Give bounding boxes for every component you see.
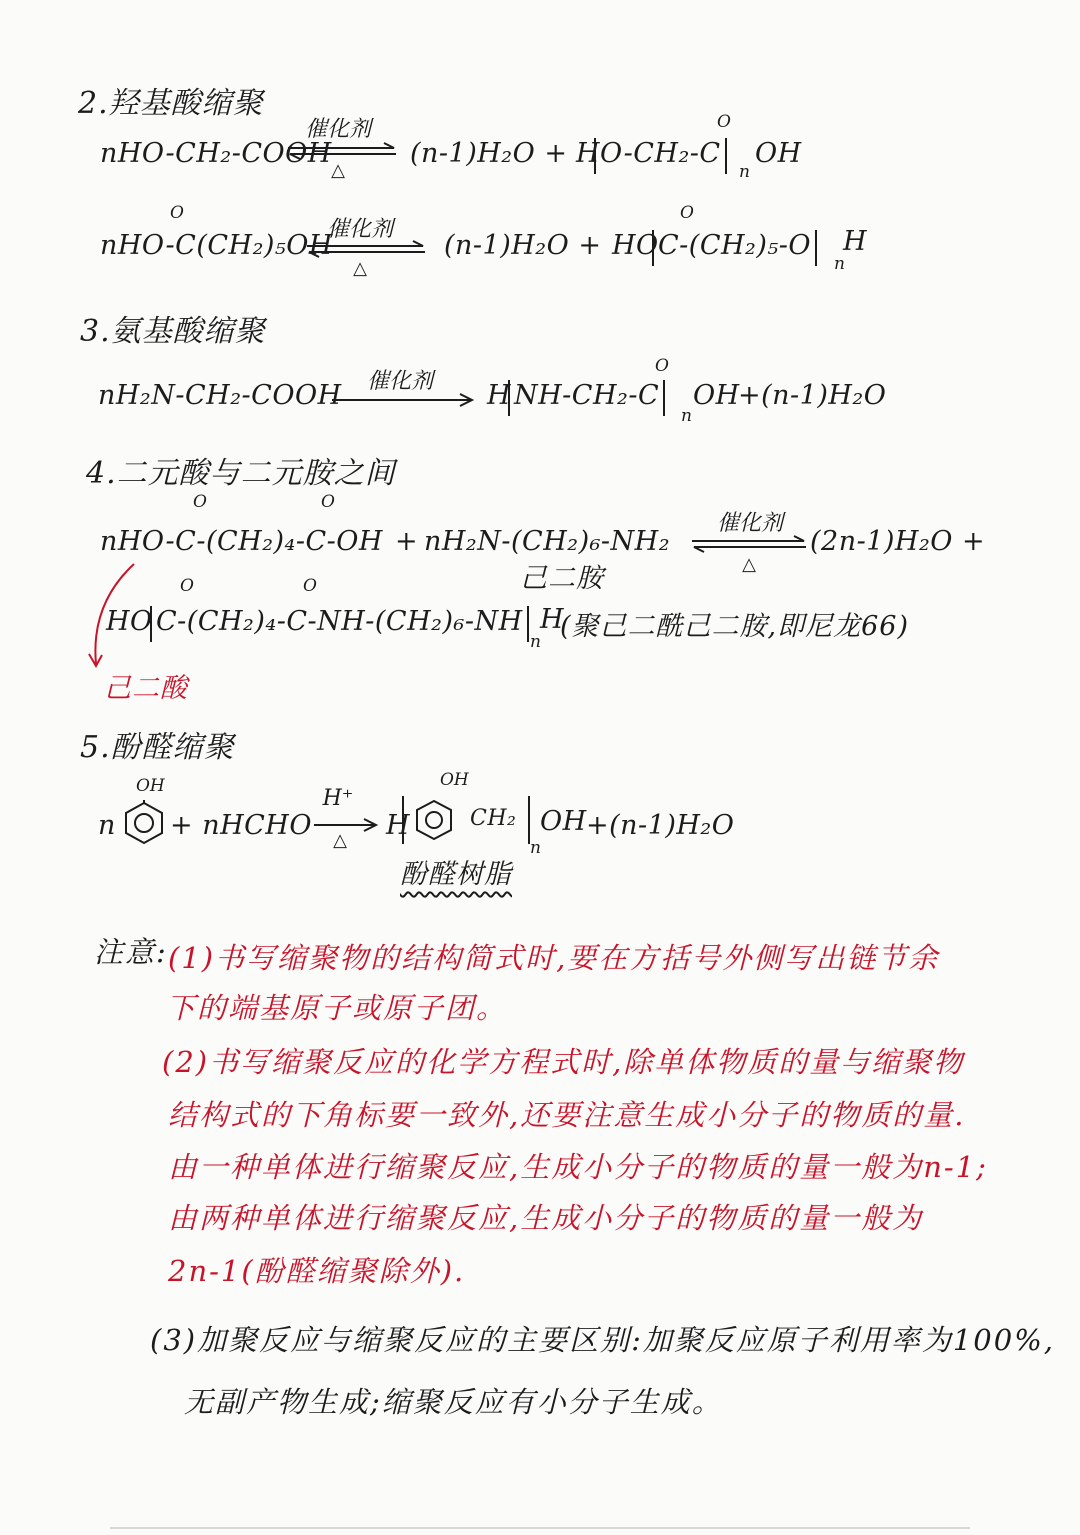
eq1-catalyst: 催化剂 bbox=[304, 117, 371, 142]
eq1-reversible-arrow bbox=[286, 142, 398, 160]
s4-acid-label: 己二酸 bbox=[104, 673, 188, 704]
note-2-line-2: 结构式的下角标要一致外,还要注意生成小分子的物质的量. bbox=[168, 1098, 966, 1132]
s4-sub-n: n bbox=[530, 632, 541, 652]
s3-catalyst: 催化剂 bbox=[366, 369, 433, 394]
eq1-reactant: nHO-CH₂-COOH bbox=[100, 138, 332, 169]
note-2-line-5: 2n-1(酚醛缩聚除外). bbox=[168, 1254, 466, 1288]
eq2-reactant: nHO-C(CH₂)₅OH bbox=[100, 230, 333, 261]
s5-polymer-ch2: CH₂ bbox=[470, 806, 517, 831]
s4-acid-pointer-arrow bbox=[86, 560, 146, 674]
s4-polymer-left: HO bbox=[106, 606, 153, 637]
page-bottom-rule bbox=[110, 1527, 970, 1529]
s4-plus: + bbox=[395, 526, 419, 557]
s4-poly-carbonyl-o-1: O bbox=[180, 576, 194, 596]
s3-arrow bbox=[330, 393, 476, 407]
s4-polymer-name: (聚己二酰己二胺,即尼龙66) bbox=[560, 611, 910, 642]
note-2-line-3: 由一种单体进行缩聚反应,生成小分子的物质的量一般为n-1; bbox=[168, 1150, 988, 1184]
s5-catalyst: H⁺ bbox=[322, 786, 354, 811]
eq1-polymer-left: H bbox=[576, 138, 601, 169]
s5-polymer-oh: OH bbox=[440, 770, 469, 790]
phenol-ring-icon bbox=[121, 800, 167, 850]
eq1-polymer-right: OH bbox=[755, 138, 802, 169]
note-2-line-4: 由两种单体进行缩聚反应,生成小分子的物质的量一般为 bbox=[168, 1201, 924, 1235]
section-4-heading: 4.二元酸与二元胺之间 bbox=[86, 456, 396, 491]
notes-label: 注意: bbox=[94, 935, 168, 969]
s4-poly-carbonyl-o-2: O bbox=[303, 576, 317, 596]
eq2-carbonyl-o-2: O bbox=[680, 203, 694, 223]
eq2-water: (n-1)H₂O + bbox=[444, 230, 602, 261]
s4-carbonyl-o-2: O bbox=[321, 492, 335, 512]
eq1-polymer-repeat: O-CH₂-C bbox=[594, 138, 727, 174]
s5-formaldehyde: + nHCHO bbox=[170, 810, 312, 841]
s3-carbonyl-o: O bbox=[655, 356, 669, 376]
s3-water: +(n-1)H₂O bbox=[738, 380, 887, 411]
s3-polymer-repeat: NH-CH₂-C bbox=[508, 380, 665, 416]
eq1-sub-n: n bbox=[739, 162, 750, 182]
eq2-sub-n: n bbox=[834, 254, 845, 274]
s5-water: +(n-1)H₂O bbox=[586, 810, 735, 841]
eq1-heat: △ bbox=[331, 160, 345, 181]
s5-heat: △ bbox=[333, 830, 347, 851]
eq2-reversible-arrow bbox=[305, 240, 427, 258]
s5-phenol-oh: OH bbox=[136, 776, 165, 796]
s3-reactant: nH₂N-CH₂-COOH bbox=[98, 380, 342, 411]
eq2-polymer-repeat: C-(CH₂)₅-O bbox=[652, 230, 817, 266]
eq1-water: (n-1)H₂O + bbox=[410, 138, 568, 169]
s4-polymer-repeat: C-(CH₂)₄-C-NH-(CH₂)₆-NH bbox=[150, 606, 529, 642]
note-1-line-2: 下的端基原子或原子团。 bbox=[166, 991, 508, 1025]
eq1-carbonyl-o: O bbox=[717, 112, 731, 132]
s5-resin-label: 酚醛树脂 bbox=[400, 859, 512, 890]
s4-water: (2n-1)H₂O + bbox=[810, 526, 986, 557]
s4-heat: △ bbox=[742, 554, 756, 575]
note-3-line-2: 无副产物生成;缩聚反应有小分子生成。 bbox=[184, 1385, 723, 1419]
note-3-line-1: (3)加聚反应与缩聚反应的主要区别:加聚反应原子利用率为100%, bbox=[150, 1323, 1055, 1357]
eq2-polymer-right: H bbox=[843, 226, 868, 257]
s4-reversible-arrow bbox=[690, 535, 808, 553]
note-2-line-1: (2)书写缩聚反应的化学方程式时,除单体物质的量与缩聚物 bbox=[162, 1045, 965, 1079]
s3-polymer-left: H bbox=[487, 380, 512, 411]
s5-polymer-right: OH bbox=[540, 806, 587, 837]
eq2-polymer-left: HO bbox=[612, 230, 659, 261]
s3-polymer-right: OH bbox=[693, 380, 740, 411]
s5-polymer-left: H bbox=[386, 810, 411, 841]
s4-amine-label: 己二胺 bbox=[520, 563, 604, 594]
section-2-heading: 2.羟基酸缩聚 bbox=[78, 86, 264, 121]
section-5-heading: 5.酚醛缩聚 bbox=[80, 730, 235, 765]
s4-carbonyl-o-1: O bbox=[193, 492, 207, 512]
s4-diamine: nH₂N-(CH₂)₆-NH₂ bbox=[424, 526, 671, 557]
s4-polymer-right: H bbox=[540, 604, 565, 635]
eq2-carbonyl-o: O bbox=[170, 203, 184, 223]
s4-catalyst: 催化剂 bbox=[716, 511, 783, 536]
section-3-heading: 3.氨基酸缩聚 bbox=[80, 314, 266, 349]
resin-ring-icon bbox=[412, 798, 456, 846]
note-1-line-1: (1)书写缩聚物的结构简式时,要在方括号外侧写出链节余 bbox=[168, 941, 940, 975]
eq2-heat: △ bbox=[353, 258, 367, 279]
s5-sub-n: n bbox=[530, 838, 541, 858]
s3-sub-n: n bbox=[681, 406, 692, 426]
eq2-catalyst: 催化剂 bbox=[326, 217, 393, 242]
s4-diacid: nHO-C-(CH₂)₄-C-OH bbox=[100, 526, 383, 557]
s5-n: n bbox=[98, 810, 116, 841]
